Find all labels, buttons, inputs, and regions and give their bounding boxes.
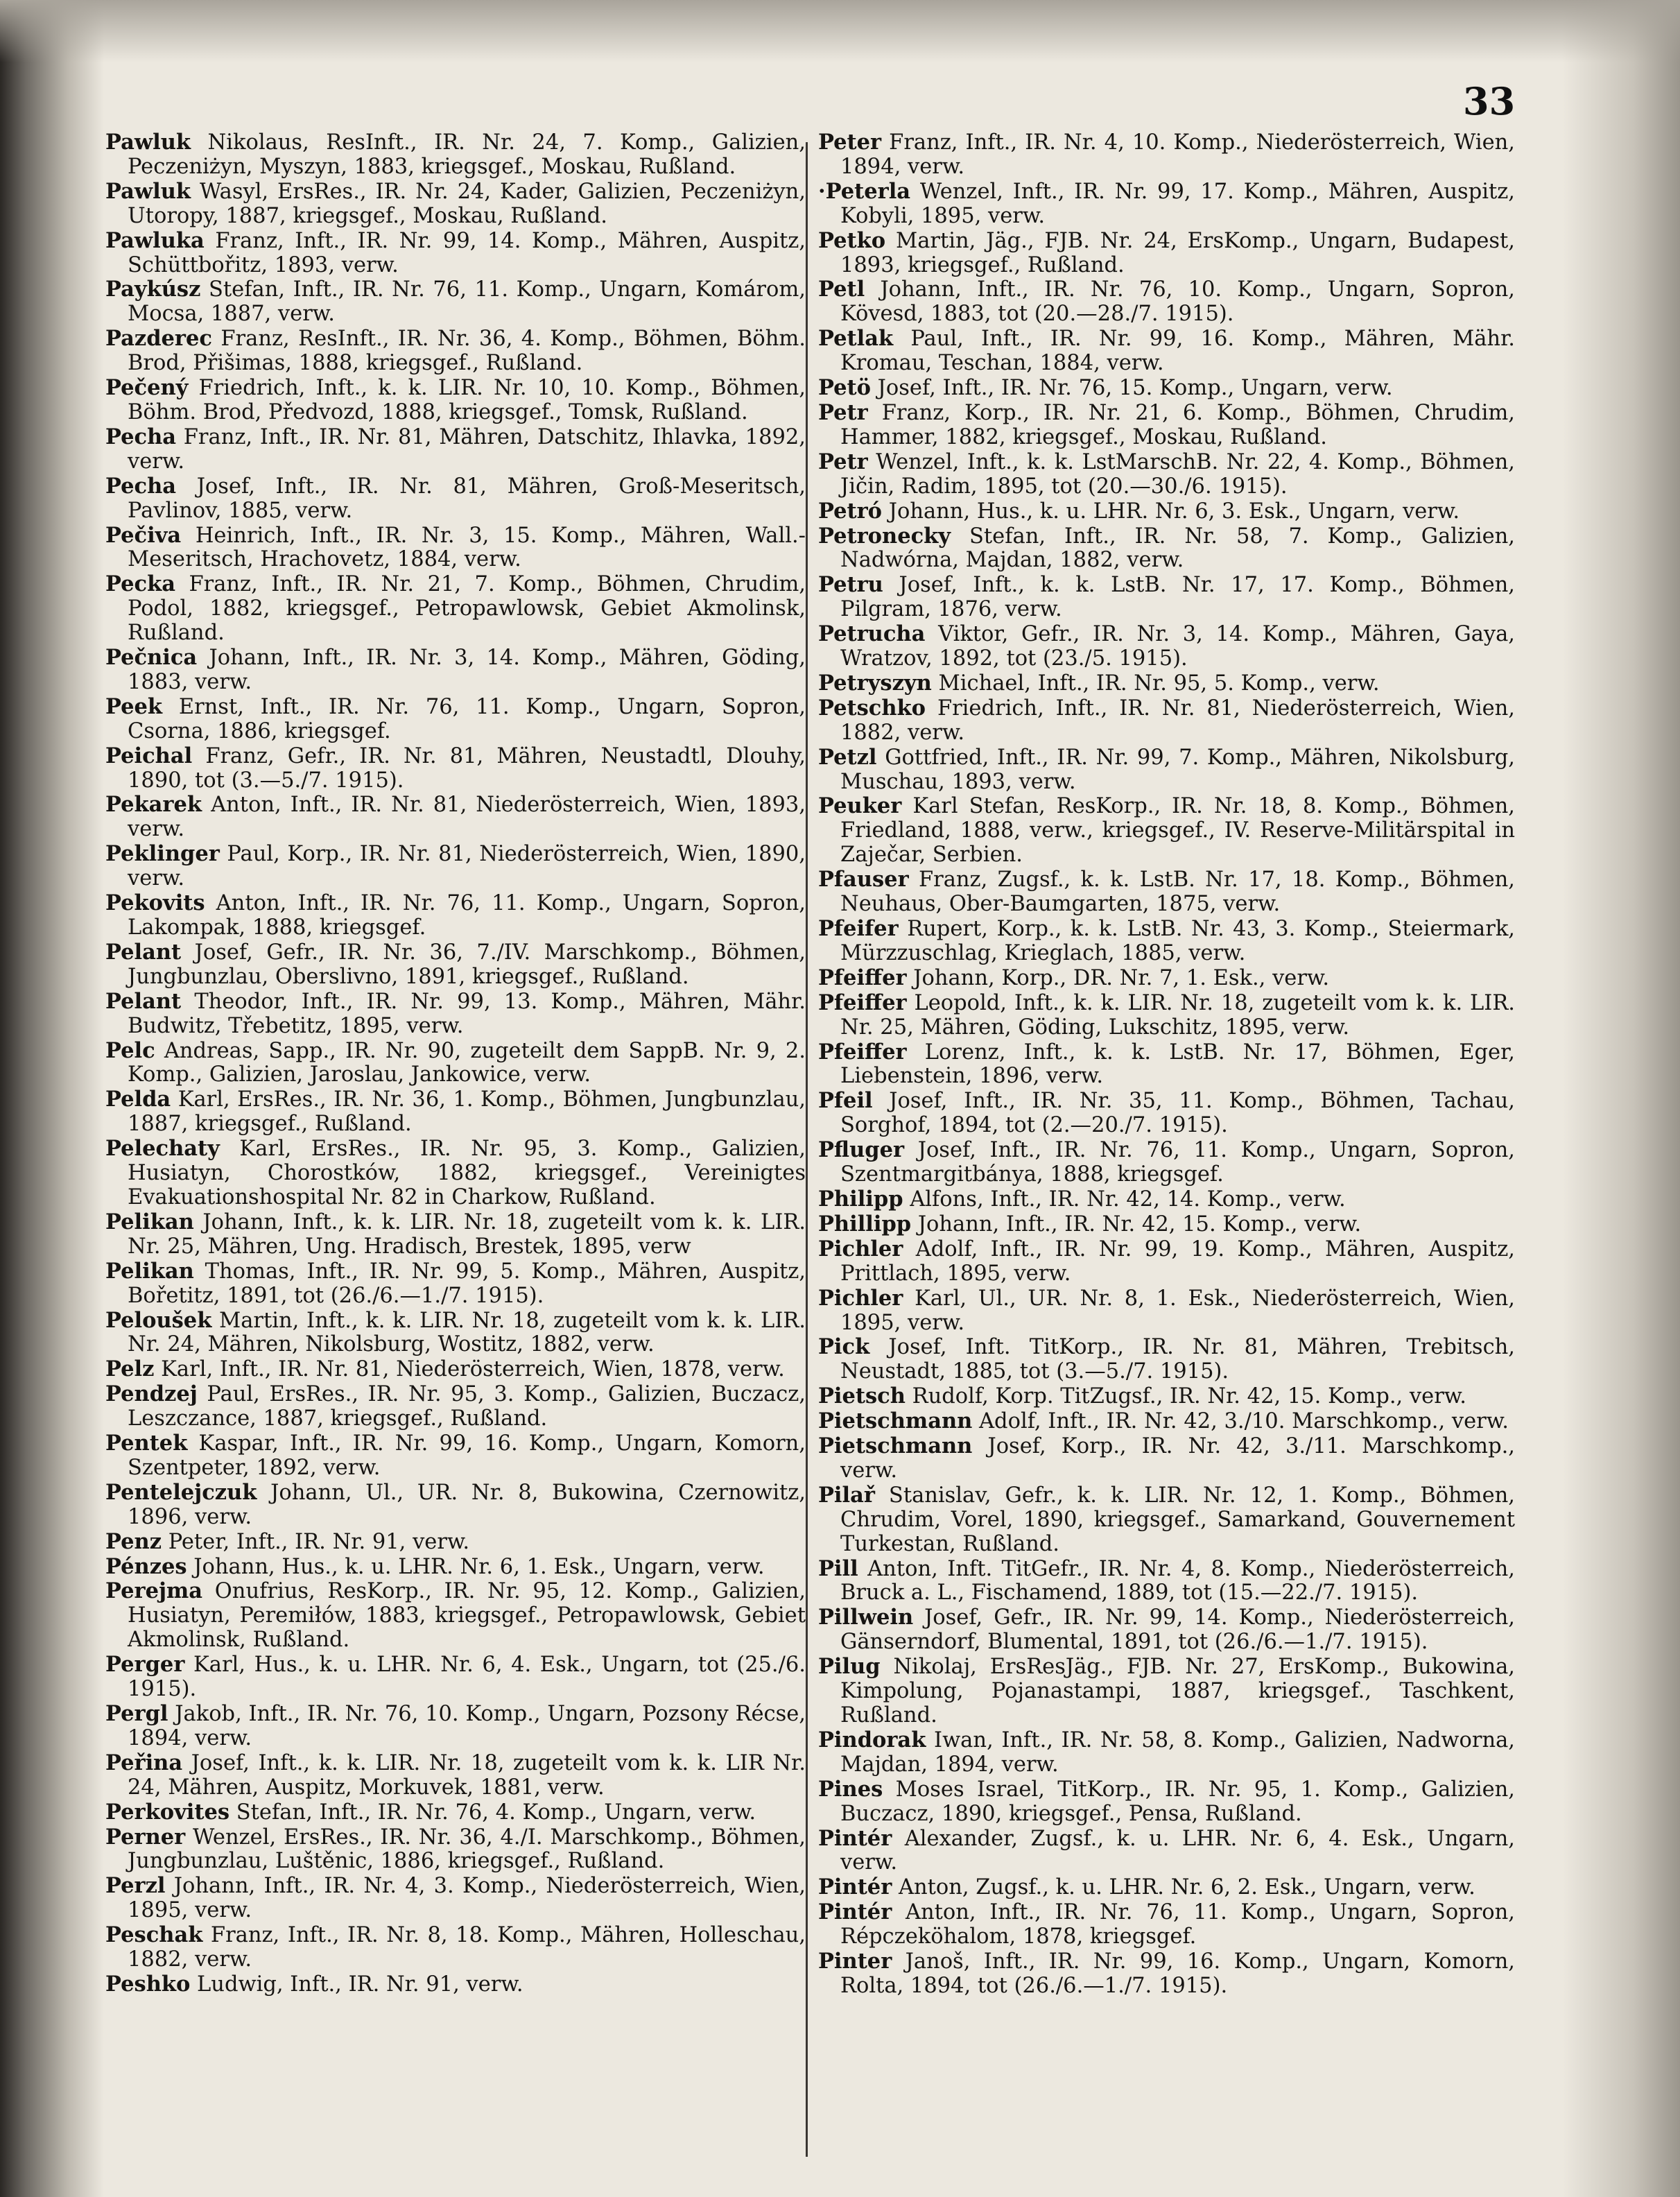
entry-details: Ludwig, Inft., IR. Nr. 91, verw. <box>197 1972 523 1997</box>
entry-details: Franz, Inft., IR. Nr. 81, Mähren, Datschitz, Ihlavka, 1892, verw. <box>128 424 806 474</box>
register-entry <box>818 229 1515 278</box>
register-entry <box>818 868 1515 917</box>
entry-surname: Pines <box>818 1776 883 1802</box>
register-entry <box>105 277 806 327</box>
register-entry <box>105 1653 806 1702</box>
entry-details: Theodor, Inft., IR. Nr. 99, 13. Komp., Mähren, Mähr. Budwitz, Třebetitz, 1895, verw. <box>128 989 806 1038</box>
entry-details: Andreas, Sapp., IR. Nr. 90, zugeteilt dem SappB. Nr. 9, 2. Komp., Galizien, Jaroslau, Jankowice, verw. <box>128 1038 806 1087</box>
entry-surname: Peloušek <box>105 1307 212 1333</box>
entry-details: Stefan, Inft., IR. Nr. 58, 7. Komp., Galizien, Nadwórna, Majdan, 1882, verw. <box>840 524 1515 573</box>
register-entry <box>818 1557 1515 1606</box>
register-entry <box>818 991 1515 1040</box>
entry-details: Josef, Inft. TitKorp., IR. Nr. 81, Mähren, Trebitsch, Neustadt, 1885, tot (3.—5./7. 1915). <box>840 1335 1516 1384</box>
register-entry <box>105 1259 806 1309</box>
entry-surname: Pick <box>818 1334 870 1360</box>
entry-details: Alfons, Inft., IR. Nr. 42, 14. Komp., verw. <box>910 1187 1346 1212</box>
register-entry <box>818 376 1515 401</box>
entry-surname: Peichal <box>105 743 193 768</box>
entry-surname: Pekarek <box>105 792 202 818</box>
entry-surname: Pelda <box>105 1087 171 1112</box>
entry-details: Josef, Inft., IR. Nr. 76, 15. Komp., Ungarn, verw. <box>877 376 1393 401</box>
entry-surname: Peter <box>818 130 882 155</box>
entry-details: Paul, Korp., IR. Nr. 81, Niederösterreich, Wien, 1890, verw. <box>128 842 806 891</box>
page-shadow-left <box>0 0 104 2197</box>
register-entry <box>818 1384 1515 1409</box>
entry-surname: Pentelejczuk <box>105 1479 257 1505</box>
entry-surname: Pečený <box>105 375 189 401</box>
entry-details: Josef, Inft., IR. Nr. 76, 11. Komp., Ungarn, Sopron, Szentmargitbánya, 1888, kriegsgef. <box>840 1138 1515 1187</box>
entry-surname: Peshko <box>105 1971 191 1997</box>
entry-details: Josef, Korp., IR. Nr. 42, 3./11. Marschkomp., verw. <box>840 1434 1516 1483</box>
entry-surname: Pichler <box>818 1236 903 1261</box>
column-divider <box>806 142 808 2157</box>
register-entry <box>818 130 1515 180</box>
register-entry <box>105 425 806 474</box>
entry-surname: Pintér <box>818 1899 892 1925</box>
entry-surname: Pichler <box>818 1285 903 1311</box>
register-entry <box>105 842 806 891</box>
register-entry <box>105 1751 806 1800</box>
entry-surname: Pelikan <box>105 1209 194 1234</box>
entry-details: Wenzel, Inft., IR. Nr. 99, 17. Komp., Mähren, Auspitz, Kobyli, 1895, verw. <box>840 179 1516 228</box>
register-entry <box>105 646 806 695</box>
entry-surname: Pfeifer <box>818 916 899 941</box>
register-entry <box>818 1434 1515 1483</box>
entry-details: Johann, Hus., k. u. LHR. Nr. 6, 1. Esk., Ungarn, verw. <box>193 1554 765 1579</box>
entry-surname: Pecha <box>105 424 177 449</box>
entry-surname: Pelc <box>105 1037 155 1063</box>
register-entry <box>105 891 806 940</box>
entry-surname: Pendzej <box>105 1381 198 1407</box>
entry-surname: Perkovites <box>105 1799 230 1825</box>
register-entry <box>105 1382 806 1431</box>
register-entry <box>105 990 806 1039</box>
entry-details: Franz, Inft., IR. Nr. 99, 14. Komp., Mähren, Auspitz, Schüttbořitz, 1893, verw. <box>128 228 806 277</box>
entry-details: Karl, Inft., IR. Nr. 81, Niederösterreich, Wien, 1878, verw. <box>161 1357 785 1382</box>
page-shadow-right <box>1562 0 1680 2197</box>
entry-surname: Petko <box>818 227 886 253</box>
register-entry <box>105 130 806 180</box>
entry-details: Anton, Inft. TitGefr., IR. Nr. 4, 8. Komp., Niederösterreich, Bruck a. L., Fischamend, 1889, tot (15.—22./7. 1915). <box>840 1556 1515 1605</box>
entry-details: Anton, Inft., IR. Nr. 81, Niederösterreich, Wien, 1893, verw. <box>128 793 806 842</box>
entry-details: Johann, Hus., k. u. LHR. Nr. 6, 3. Esk., Ungarn, verw. <box>888 499 1460 524</box>
register-entry <box>105 1357 806 1382</box>
register-entry <box>818 1212 1515 1237</box>
entry-surname: Paykúsz <box>105 277 201 302</box>
entry-details: Kaspar, Inft., IR. Nr. 99, 16. Komp., Ungarn, Komorn, Szentpeter, 1892, verw. <box>128 1431 806 1480</box>
register-entry <box>105 229 806 278</box>
entry-details: Ernst, Inft., IR. Nr. 76, 11. Komp., Ungarn, Sopron, Csorna, 1886, kriegsgef. <box>128 694 806 743</box>
entry-surname: Pietschmann <box>818 1408 973 1434</box>
register-entry <box>818 671 1515 696</box>
register-entry <box>105 1874 806 1923</box>
entry-surname: Pietsch <box>818 1384 906 1409</box>
page-number: 33 <box>1463 79 1516 123</box>
entry-details: Karl, Ul., UR. Nr. 8, 1. Esk., Niederösterreich, Wien, 1895, verw. <box>840 1286 1515 1335</box>
entry-details: Karl, ErsRes., IR. Nr. 36, 1. Komp., Böhmen, Jungbunzlau, 1887, kriegsgef., Rußland. <box>128 1087 806 1137</box>
entry-surname: Pekovits <box>105 890 205 916</box>
register-entry <box>818 746 1515 795</box>
entry-surname: Pillwein <box>818 1605 914 1630</box>
register-entry <box>818 180 1515 229</box>
register-entry <box>105 1579 806 1653</box>
register-entry <box>818 794 1515 868</box>
entry-surname: Pintér <box>818 1825 892 1851</box>
register-entry <box>105 744 806 793</box>
page-shadow-top <box>0 0 1680 62</box>
entry-details: Franz, Korp., IR. Nr. 21, 6. Komp., Böhmen, Chrudim, Hammer, 1882, kriegsgef., Moskau, Rußland. <box>840 400 1515 449</box>
register-entry <box>105 376 806 425</box>
entry-details: Thomas, Inft., IR. Nr. 99, 5. Komp., Mähren, Auspitz, Bořetitz, 1891, tot (26./6.—1./7. 1915). <box>128 1259 806 1308</box>
entry-details: Franz, Inft., IR. Nr. 21, 7. Komp., Böhmen, Chrudim, Podol, 1882, kriegsgef., Petropawlowsk, Gebiet Akmolinsk, Rußland. <box>128 572 806 646</box>
entry-details: Adolf, Inft., IR. Nr. 42, 3./10. Marschkomp., verw. <box>979 1409 1509 1434</box>
register-entry <box>105 940 806 990</box>
register-entry <box>818 401 1515 450</box>
entry-details: Paul, ErsRes., IR. Nr. 95, 3. Komp., Galizien, Buczacz, Leszczance, 1887, kriegsgef., Rußland. <box>128 1382 806 1431</box>
register-entry <box>818 1875 1515 1900</box>
entry-surname: Pilug <box>818 1654 881 1680</box>
register-entry <box>105 1210 806 1259</box>
entry-surname: Pecka <box>105 571 175 597</box>
register-entry <box>105 1555 806 1580</box>
entry-details: Onufrius, ResKorp., IR. Nr. 95, 12. Komp., Galizien, Husiatyn, Peremiłów, 1883, kriegsgef., Petropawlowsk, Gebiet Akmolinsk, Rußland. <box>128 1579 806 1653</box>
entry-surname: Petlak <box>818 326 894 352</box>
register-entry <box>105 572 806 646</box>
entry-surname: Pelikan <box>105 1258 194 1284</box>
entry-details: Stanislav, Gefr., k. k. LIR. Nr. 12, 1. Komp., Böhmen, Chrudim, Vorel, 1890, kriegsgef., Samarkand, Gouvernement Turkestan, Rußland. <box>840 1483 1515 1556</box>
register-entry <box>105 1309 806 1358</box>
entry-surname: Pfluger <box>818 1137 905 1163</box>
entry-details: Franz, Gefr., IR. Nr. 81, Mähren, Neustadtl, Dlouhy, 1890, tot (3.—5./7. 1915). <box>128 743 806 793</box>
register-entry <box>818 696 1515 746</box>
entry-surname: Philipp <box>818 1186 903 1212</box>
entry-surname: Peek <box>105 693 163 719</box>
entry-details: Nikolaj, ErsResJäg., FJB. Nr. 27, ErsKomp., Bukowina, Kimpolung, Pojanastampi, 1887, kriegsgef., Taschkent, Rußland. <box>840 1655 1515 1728</box>
register-entry <box>818 1089 1515 1138</box>
entry-details: Michael, Inft., IR. Nr. 95, 5. Komp., verw. <box>938 671 1380 696</box>
entry-surname: Perejma <box>105 1578 203 1604</box>
entry-details: Gottfried, Inft., IR. Nr. 99, 7. Komp., Mähren, Nikolsburg, Muschau, 1893, verw. <box>840 745 1516 794</box>
entry-details: Friedrich, Inft., IR. Nr. 81, Niederösterreich, Wien, 1882, verw. <box>840 696 1515 745</box>
register-entry <box>818 966 1515 991</box>
register-entry <box>105 180 806 229</box>
register-entry <box>105 327 806 376</box>
entry-surname: Petschko <box>818 695 926 721</box>
register-entry <box>105 1825 806 1875</box>
register-entry <box>105 1702 806 1751</box>
register-entry <box>105 1972 806 1997</box>
entry-surname: Peuker <box>818 793 902 819</box>
entry-surname: Pfeil <box>818 1088 873 1114</box>
entry-details: Alexander, Zugsf., k. u. LHR. Nr. 6, 4. Esk., Ungarn, verw. <box>840 1826 1515 1875</box>
entry-surname: Pinter <box>818 1949 892 1974</box>
entry-details: Josef, Inft., k. k. LstB. Nr. 17, 17. Komp., Böhmen, Pilgram, 1876, verw. <box>840 573 1515 622</box>
entry-details: Anton, Inft., IR. Nr. 76, 11. Komp., Ungarn, Sopron, Lakompak, 1888, kriegsgef. <box>128 891 806 940</box>
register-entry <box>818 1949 1515 1999</box>
entry-details: Franz, Inft., IR. Nr. 4, 10. Komp., Niederösterreich, Wien, 1894, verw. <box>840 130 1515 179</box>
entry-surname: Pelechaty <box>105 1136 220 1162</box>
entry-details: Franz, Zugsf., k. k. LstB. Nr. 17, 18. Komp., Böhmen, Neuhaus, Ober-Baumgarten, 1875, verw. <box>840 868 1515 917</box>
entry-details: Franz, Inft., IR. Nr. 8, 18. Komp., Mähren, Holleschau, 1882, verw. <box>128 1923 806 1972</box>
entry-surname: ·Peterla <box>818 178 911 204</box>
register-entry <box>818 1655 1515 1728</box>
register-entry <box>818 524 1515 574</box>
entry-surname: Peklinger <box>105 841 220 867</box>
register-entry <box>105 1800 806 1825</box>
entry-details: Iwan, Inft., IR. Nr. 58, 8. Komp., Galizien, Nadworna, Majdan, 1894, verw. <box>840 1728 1515 1777</box>
entry-details: Leopold, Inft., k. k. LIR. Nr. 18, zugeteilt vom k. k. LIR. Nr. 25, Mähren, Göding, Lukschitz, 1895, verw. <box>840 990 1515 1040</box>
entry-details: Anton, Inft., IR. Nr. 76, 11. Komp., Ungarn, Sopron, Répczeköhalom, 1878, kriegsgef. <box>840 1900 1515 1949</box>
entry-surname: Petzl <box>818 744 877 770</box>
entry-surname: Pelant <box>105 939 182 965</box>
register-entry <box>818 327 1515 376</box>
entry-details: Viktor, Gefr., IR. Nr. 3, 14. Komp., Mähren, Gaya, Wratzov, 1892, tot (23./5. 1915). <box>840 622 1515 671</box>
right-column <box>818 130 1515 1999</box>
register-entry <box>818 1040 1515 1089</box>
entry-surname: Perzl <box>105 1873 166 1899</box>
entry-surname: Penz <box>105 1528 162 1554</box>
entry-surname: Pfeiffer <box>818 990 907 1015</box>
register-entry <box>818 1138 1515 1187</box>
entry-surname: Peřina <box>105 1750 183 1775</box>
entry-surname: Pecha <box>105 473 177 499</box>
entry-details: Josef, Inft., IR. Nr. 35, 11. Komp., Böhmen, Tachau, Sorghof, 1894, tot (2.—20./7. 1915). <box>840 1089 1515 1138</box>
entry-details: Peter, Inft., IR. Nr. 91, verw. <box>168 1529 470 1554</box>
entry-details: Nikolaus, ResInft., IR. Nr. 24, 7. Komp., Galizien, Peczeniżyn, Myszyn, 1883, kriegsgef., Moskau, Rußland. <box>128 130 806 179</box>
register-entry <box>818 1900 1515 1949</box>
register-entry <box>818 1286 1515 1336</box>
entry-surname: Petr <box>818 449 868 474</box>
register-entry <box>105 474 806 524</box>
entry-surname: Petryszyn <box>818 670 932 696</box>
entry-details: Johann, Inft., k. k. LIR. Nr. 18, zugeteilt vom k. k. LIR. Nr. 25, Mähren, Ung. Hradisch, Brestek, 1895, verw <box>128 1209 806 1259</box>
entry-surname: Pazderec <box>105 326 212 352</box>
register-entry <box>818 917 1515 966</box>
entry-surname: Pečiva <box>105 522 182 548</box>
entry-surname: Pilař <box>818 1482 875 1508</box>
register-entry <box>818 1605 1515 1655</box>
register-entry <box>818 1483 1515 1557</box>
entry-surname: Perger <box>105 1652 185 1678</box>
entry-surname: Perner <box>105 1824 186 1850</box>
entry-details: Wasyl, ErsRes., IR. Nr. 24, Kader, Galizien, Peczeniżyn, Utoropy, 1887, kriegsgef., Moskau, Rußland. <box>128 179 806 228</box>
entry-surname: Phillipp <box>818 1211 912 1237</box>
entry-details: Karl, Hus., k. u. LHR. Nr. 6, 4. Esk., Ungarn, tot (25./6. 1915). <box>128 1653 806 1702</box>
entry-surname: Pawluka <box>105 227 205 253</box>
entry-details: Johann, Korp., DR. Nr. 7, 1. Esk., verw. <box>913 965 1330 990</box>
entry-details: Wenzel, ErsRes., IR. Nr. 36, 4./I. Marschkomp., Böhmen, Jungbunzlau, Luštěnic, 1886, kriegsgef., Rußland. <box>128 1825 806 1874</box>
entry-details: Janoš, Inft., IR. Nr. 99, 16. Komp., Ungarn, Komorn, Rolta, 1894, tot (26./6.—1./7. 1915). <box>840 1949 1515 1998</box>
entry-surname: Petl <box>818 277 865 302</box>
register-entry <box>818 499 1515 524</box>
entry-details: Johann, Inft., IR. Nr. 76, 10. Komp., Ungarn, Sopron, Kövesd, 1883, tot (20.—28./7. 1915). <box>840 277 1515 327</box>
entry-details: Anton, Zugsf., k. u. LHR. Nr. 6, 2. Esk., Ungarn, verw. <box>898 1875 1475 1900</box>
register-entry <box>818 573 1515 622</box>
entry-details: Stefan, Inft., IR. Nr. 76, 11. Komp., Ungarn, Komárom, Mocsa, 1887, verw. <box>128 277 806 327</box>
entry-details: Moses Israel, TitKorp., IR. Nr. 95, 1. Komp., Galizien, Buczacz, 1890, kriegsgef., Pensa, Rußland. <box>840 1777 1515 1826</box>
entry-details: Stefan, Inft., IR. Nr. 76, 4. Komp., Ungarn, verw. <box>236 1800 756 1825</box>
register-entry <box>818 277 1515 327</box>
entry-details: Johann, Ul., UR. Nr. 8, Bukowina, Czernowitz, 1896, verw. <box>128 1480 806 1529</box>
entry-details: Lorenz, Inft., k. k. LstB. Nr. 17, Böhmen, Eger, Liebenstein, 1896, verw. <box>840 1040 1515 1089</box>
register-entry <box>105 1481 806 1530</box>
entry-details: Johann, Inft., IR. Nr. 4, 3. Komp., Niederösterreich, Wien, 1895, verw. <box>128 1874 806 1923</box>
entry-details: Johann, Inft., IR. Nr. 3, 14. Komp., Mähren, Göding, 1883, verw. <box>128 646 806 694</box>
entry-details: Josef, Inft., IR. Nr. 81, Mähren, Groß-Meseritsch, Pavlinov, 1885, verw. <box>128 474 806 523</box>
register-entry <box>105 524 806 573</box>
entry-details: Franz, ResInft., IR. Nr. 36, 4. Komp., Böhmen, Böhm. Brod, Přišimas, 1888, kriegsgef., Rußland. <box>128 327 806 376</box>
register-entry <box>818 1187 1515 1212</box>
entry-surname: Pénzes <box>105 1553 187 1579</box>
entry-details: Martin, Inft., k. k. LIR. Nr. 18, zugeteilt vom k. k. LIR. Nr. 24, Mähren, Nikolsburg, Wostitz, 1882, verw. <box>128 1308 806 1357</box>
register-entry <box>818 1409 1515 1434</box>
register-entry <box>818 1237 1515 1286</box>
register-entry <box>818 1777 1515 1827</box>
entry-details: Josef, Gefr., IR. Nr. 99, 14. Komp., Niederösterreich, Gänserndorf, Blumental, 1891, tot (26./6.—1./7. 1915). <box>840 1605 1515 1655</box>
entry-surname: Pfeiffer <box>818 1039 907 1065</box>
register-entry <box>105 1039 806 1088</box>
entry-surname: Pelant <box>105 988 182 1014</box>
entry-surname: Pfauser <box>818 867 909 893</box>
entry-surname: Petronecky <box>818 523 951 549</box>
entry-details: Rupert, Korp., k. k. LstB. Nr. 43, 3. Komp., Steiermark, Mürzzuschlag, Krieglach, 1885, verw. <box>840 917 1515 965</box>
entry-surname: Petr <box>818 399 868 425</box>
entry-details: Jakob, Inft., IR. Nr. 76, 10. Komp., Ungarn, Pozsony Récse, 1894, verw. <box>128 1702 806 1750</box>
entry-details: Adolf, Inft., IR. Nr. 99, 19. Komp., Mähren, Auspitz, Prittlach, 1895, verw. <box>840 1237 1515 1286</box>
entry-surname: Pintér <box>818 1875 892 1900</box>
register-entry <box>105 1530 806 1555</box>
entry-surname: Petru <box>818 572 883 598</box>
entry-surname: Pindorak <box>818 1727 926 1752</box>
register-entry <box>818 1335 1515 1384</box>
entry-surname: Pawluk <box>105 130 191 155</box>
register-entry <box>105 793 806 842</box>
entry-surname: Pawluk <box>105 178 191 204</box>
entry-surname: Pietschmann <box>818 1433 973 1459</box>
register-entry <box>105 1087 806 1137</box>
entry-surname: Pill <box>818 1556 858 1581</box>
register-entry <box>818 450 1515 499</box>
entry-surname: Petö <box>818 375 871 401</box>
entry-details: Heinrich, Inft., IR. Nr. 3, 15. Komp., Mähren, Wall.-Meseritsch, Hrachovetz, 1884, verw. <box>128 523 806 572</box>
entry-details: Karl Stefan, ResKorp., IR. Nr. 18, 8. Komp., Böhmen, Friedland, 1888, verw., kriegsgef., IV. Reserve-Militärspital in Zaječar, Serbien. <box>840 794 1515 868</box>
entry-surname: Petró <box>818 498 883 524</box>
entry-details: Martin, Jäg., FJB. Nr. 24, ErsKomp., Ungarn, Budapest, 1893, kriegsgef., Rußland. <box>840 228 1515 277</box>
register-entry <box>105 1431 806 1481</box>
entry-surname: Pfeiffer <box>818 965 907 990</box>
entry-details: Wenzel, Inft., k. k. LstMarschB. Nr. 22, 4. Komp., Böhmen, Jičin, Radim, 1895, tot (20.—30./6. 1915). <box>840 449 1515 499</box>
left-column <box>105 130 806 1997</box>
register-entry <box>105 695 806 744</box>
entry-surname: Pentek <box>105 1431 188 1456</box>
register-entry <box>818 1827 1515 1876</box>
entry-surname: Pečnica <box>105 645 198 671</box>
entry-details: Karl, ErsRes., IR. Nr. 95, 3. Komp., Galizien, Husiatyn, Chorostków, 1882, kriegsgef., Vereinigtes Evakuationshospital Nr. 82 in Charkow, Rußland. <box>128 1137 806 1209</box>
register-entry <box>105 1137 806 1210</box>
entry-details: Josef, Inft., k. k. LIR. Nr. 18, zugeteilt vom k. k. LIR Nr. 24, Mähren, Auspitz, Morkuvek, 1881, verw. <box>128 1750 806 1800</box>
entry-details: Paul, Inft., IR. Nr. 99, 16. Komp., Mähren, Mähr. Kromau, Teschan, 1884, verw. <box>840 327 1515 376</box>
entry-details: Rudolf, Korp. TitZugsf., IR. Nr. 42, 15. Komp., verw. <box>912 1384 1466 1409</box>
entry-surname: Pergl <box>105 1701 168 1726</box>
entry-surname: Pelz <box>105 1356 155 1382</box>
entry-surname: Petrucha <box>818 621 926 647</box>
entry-details: Johann, Inft., IR. Nr. 42, 15. Komp., verw. <box>917 1212 1362 1237</box>
register-entry <box>105 1923 806 1972</box>
entry-details: Friedrich, Inft., k. k. LIR. Nr. 10, 10. Komp., Böhmen, Böhm. Brod, Předvozd, 1888, kriegsgef., Tomsk, Rußland. <box>128 376 806 424</box>
entry-surname: Peschak <box>105 1922 203 1948</box>
entry-details: Josef, Gefr., IR. Nr. 36, 7./IV. Marschkomp., Böhmen, Jungbunzlau, Oberslivno, 1891, kriegsgef., Rußland. <box>128 940 806 989</box>
register-entry <box>818 1728 1515 1777</box>
register-entry <box>818 622 1515 671</box>
